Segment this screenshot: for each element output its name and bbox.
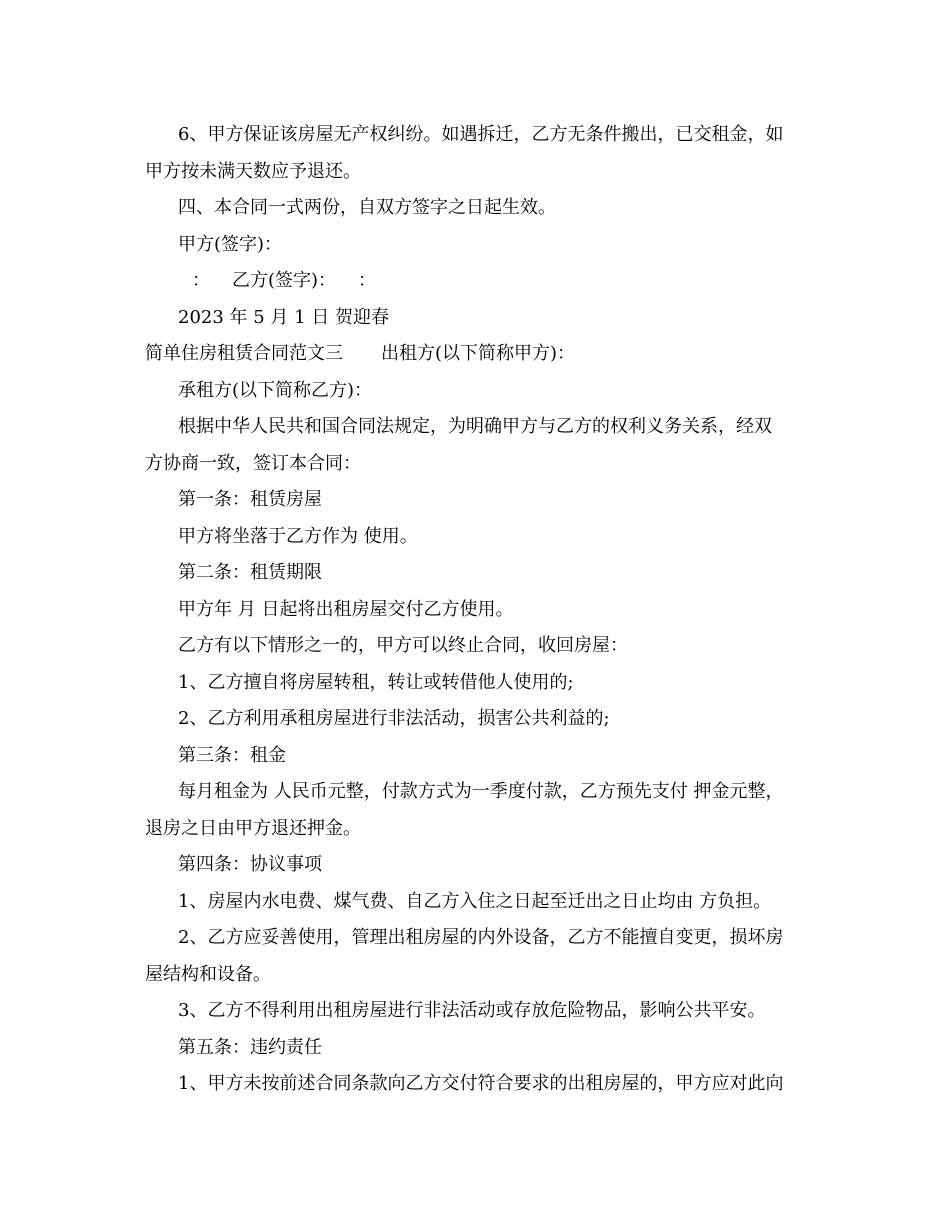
lessee-label: 承租方(以下简称乙方)： (178, 379, 373, 401)
paragraph-line: 乙方有以下情形之一的，甲方可以终止合同，收回房屋： (178, 635, 628, 656)
date-line: 2023 年 5 月 1 日 贺迎春 (178, 306, 390, 328)
article-heading: 第四条：协议事项 (178, 854, 322, 875)
list-item: 1、乙方擅自将房屋转租，转让或转借他人使用的; (178, 671, 574, 693)
article-heading: 第五条：违约责任 (178, 1036, 322, 1058)
paragraph-line: 6、甲方保证该房屋无产权纠纷。如遇拆迁，乙方无条件搬出，已交租金，如 (178, 124, 784, 145)
paragraph-line: 方协商一致，签订本合同： (145, 452, 361, 474)
section-heading-line (145, 336, 809, 373)
article-heading: 第三条：租金 (178, 744, 286, 766)
paragraph-line: 甲方将坐落于乙方作为 使用。 (178, 525, 418, 547)
article-heading: 第二条：租赁期限 (178, 562, 322, 583)
signature-line-party-a: 甲方(签字)： (178, 233, 283, 255)
colon-mark: ： (358, 270, 377, 291)
list-item: 1、甲方未按前述合同条款向乙方交付符合要求的出租房屋的，甲方应对此向 (178, 1073, 784, 1094)
list-item: 3、乙方不得利用出租房屋进行非法活动或存放危险物品，影响公共平安。 (178, 1000, 766, 1021)
colon-mark: ： (192, 270, 210, 291)
lessor-label: 出租方(以下简称甲方)： (381, 343, 576, 364)
article-heading: 第一条：租赁房屋 (178, 489, 322, 510)
list-item: 1、房屋内水电费、煤气费、自乙方入住之日起至迁出之日止均由 方负担。 (178, 890, 772, 912)
paragraph-line: 根据中华人民共和国合同法规定，为明确甲方与乙方的权利义务关系，经双 (178, 416, 772, 437)
list-item: 2、乙方利用承租房屋进行非法活动，损害公共利益的; (178, 708, 610, 729)
paragraph-line: 退房之日由甲方退还押金。 (145, 817, 361, 839)
list-item: 2、乙方应妥善使用，管理出租房屋的内外设备，乙方不能擅自变更，损坏房 (178, 927, 784, 948)
paragraph-line: 甲方年 月 日起将出租房屋交付乙方使用。 (178, 598, 514, 620)
document-body (145, 117, 809, 1103)
signature-line-party-b (145, 263, 809, 300)
list-item-continuation: 屋结构和设备。 (145, 963, 271, 985)
section-title: 简单住房租赁合同范文三 (145, 343, 343, 364)
paragraph-line: 四、本合同一式两份，自双方签字之日起生效。 (178, 197, 556, 218)
party-b-signature-label: 乙方(签字)： (232, 270, 337, 291)
paragraph-line: 甲方按未满天数应予退还。 (145, 160, 361, 182)
paragraph-line: 每月租金为 人民币元整，付款方式为一季度付款，乙方预先支付 押金元整， (178, 781, 784, 802)
